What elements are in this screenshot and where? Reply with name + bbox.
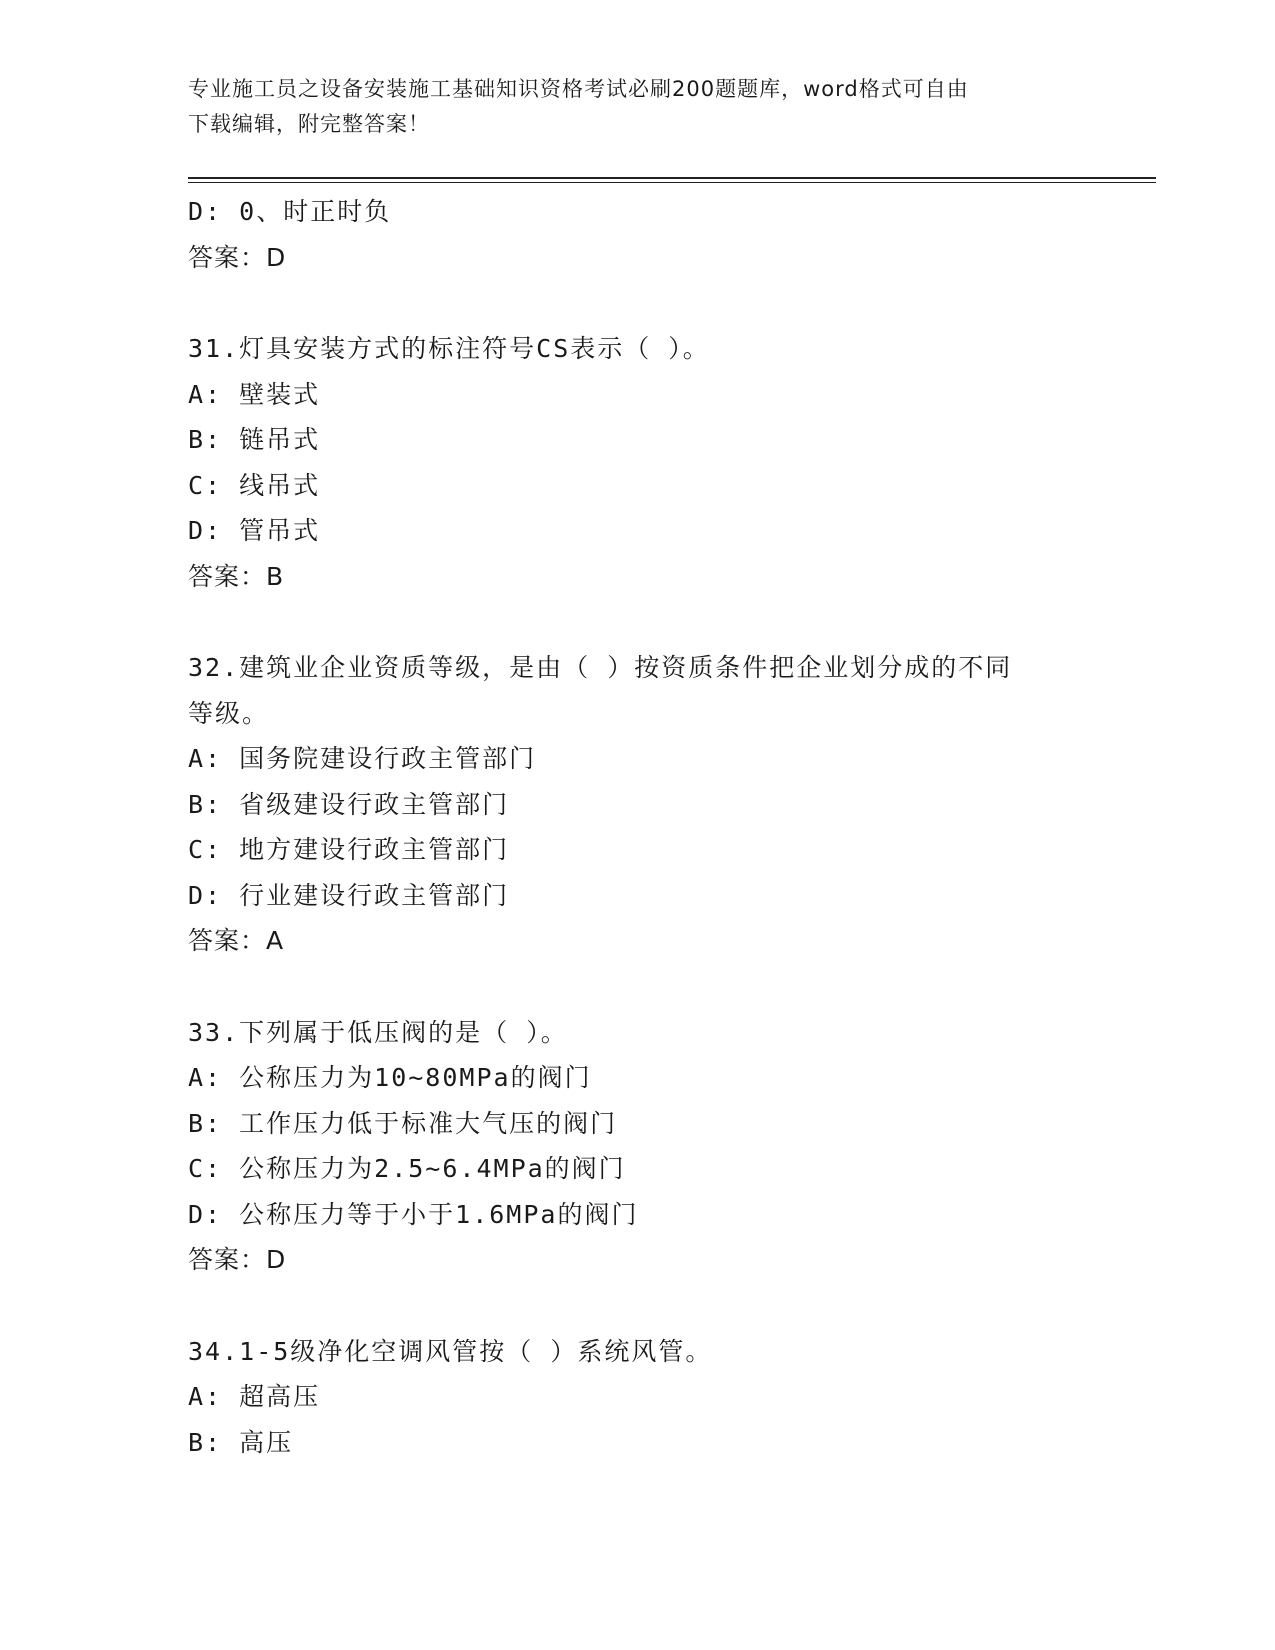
option-b: B: 链吊式 [188,425,321,454]
question-33 [188,1010,1088,1283]
header-rule-thin [188,182,1156,183]
header-line-1: 专业施工员之设备安装施工基础知识资格考试必刷200题题库，word格式可自由 [188,77,969,101]
spacer [188,280,1088,326]
question-31 [188,326,1088,599]
option-a: A: 国务院建设行政主管部门 [188,744,537,773]
question-title-line-1: 32.建筑业企业资质等级，是由（ ）按资质条件把企业划分成的不同 [188,653,1013,682]
option-d: D: 管吊式 [188,516,321,545]
question-list [188,189,1088,1465]
question-title-line-2: 等级。 [188,698,270,728]
question-title: 33.下列属于低压阀的是（ ）。 [188,1017,568,1047]
option-c: C: 线吊式 [188,470,321,500]
option-b: B: 工作压力低于标准大气压的阀门 [188,1108,618,1138]
option-c: C: 公称压力为2.5~6.4MPa的阀门 [188,1154,626,1183]
header-rule-thick [188,177,1156,179]
header-line-2: 下载编辑，附完整答案！ [188,112,430,136]
option-b: B: 省级建设行政主管部门 [188,789,510,819]
question-32 [188,645,1088,964]
answer: 答案：D [188,242,287,272]
answer: 答案：D [188,1245,287,1274]
option-d: D: 0、时正时负 [188,197,392,226]
question-title: 34.1-5级净化空调风管按（ ）系统风管。 [188,1336,713,1366]
option-b: B: 高压 [188,1427,294,1457]
answer: 答案：B [188,561,285,591]
spacer [188,964,1088,1010]
spacer [188,599,1088,645]
option-a: A: 公称压力为10~80MPa的阀门 [188,1063,592,1092]
question-34 [188,1329,1088,1466]
spacer [188,1283,1088,1329]
option-d: D: 公称压力等于小于1.6MPa的阀门 [188,1199,639,1229]
option-a: A: 壁装式 [188,379,321,409]
answer: 答案：A [188,926,285,955]
question-30-tail [188,189,1088,280]
question-title: 31.灯具安装方式的标注符号CS表示（ ）。 [188,334,710,363]
option-c: C: 地方建设行政主管部门 [188,835,510,864]
option-d: D: 行业建设行政主管部门 [188,880,510,910]
document-header [188,72,1088,142]
option-a: A: 超高压 [188,1382,321,1411]
